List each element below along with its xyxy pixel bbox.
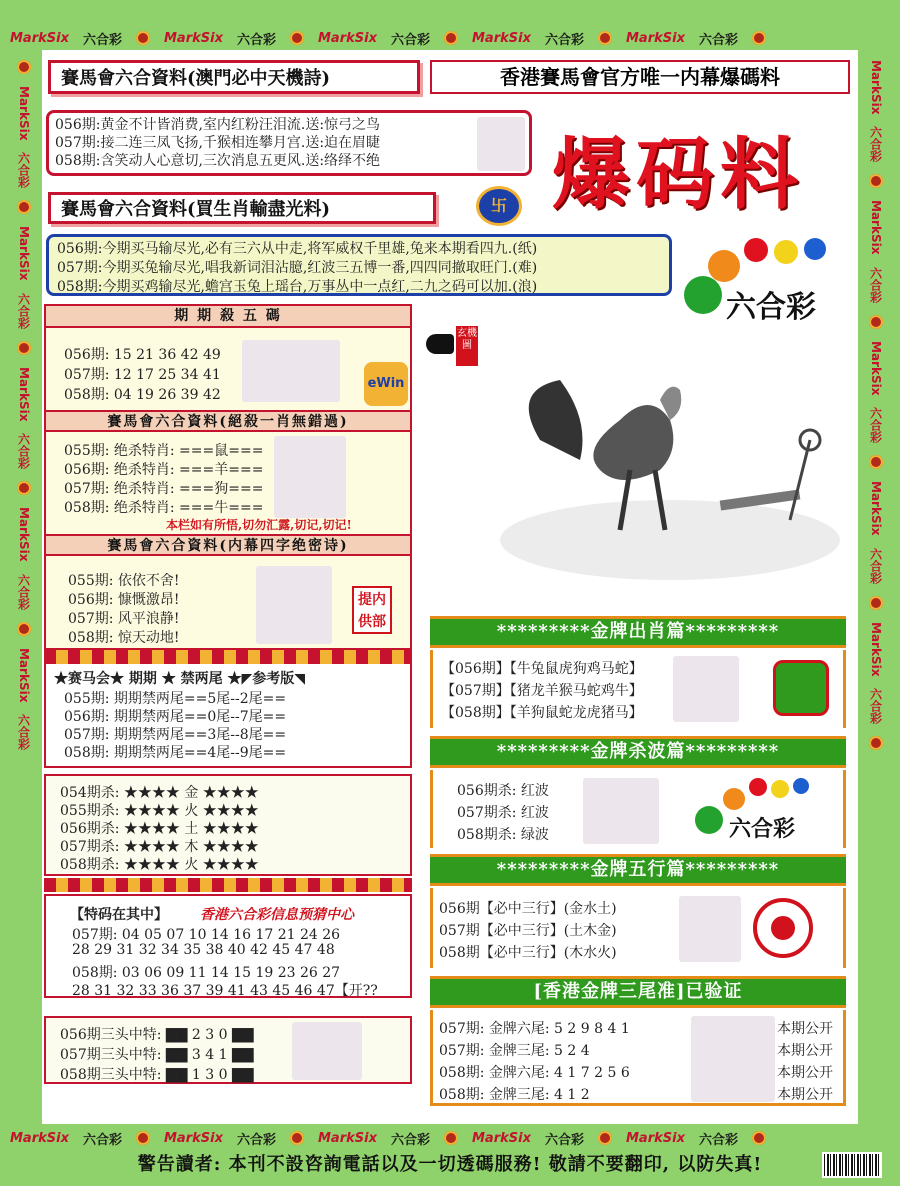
left-panel [44,304,412,650]
header-right-text: 香港賽馬會官方唯一内幕爆碼料 [430,60,850,94]
public-label: 本期公开 [777,1043,833,1059]
ball-icon [708,250,740,282]
brand-cn: 六合彩 [16,152,31,189]
flower-icon [17,341,31,355]
ban-tail-panel [44,664,412,768]
poem-box-1 [46,110,532,176]
special-code-row: 28 31 32 33 36 37 39 41 43 45 46 47【开?? [72,983,378,999]
brand-cn: 六合彩 [868,407,883,444]
blurred-area [292,1022,362,1080]
brand-text: MarkSix [318,30,377,46]
poem-line: 057期:接二连三凤飞扬,千猴相连攀月宫.送:迫在眉睫 [55,135,381,151]
three-head-row: 057期三头中特: ▇▇ 3 4 1 ▇▇ [60,1047,254,1063]
brand-text: MarkSix [10,1130,69,1146]
gold-wave-row: 057期杀: 红波 [457,805,549,821]
special-code-row: 057期: 04 05 07 10 14 16 17 21 24 26 [72,927,341,943]
ban-tail-row: 058期: 期期禁两尾==4尾--9尾== [64,745,287,761]
gold-tail-row: 057期: 金牌三尾: 5 2 4 [439,1043,590,1059]
brand-cn: 六合彩 [868,688,883,725]
rooster-illustration [480,360,860,590]
flower-icon [869,736,883,750]
poem-line: 058期:含笑动人心意切,三次消息五更风.送:络绎不绝 [55,153,381,169]
flower-icon [17,481,31,495]
secret-poem-row: 055期: 依依不舍! [68,573,180,589]
flower-icon [869,315,883,329]
header-title-box-2 [48,192,436,224]
special-code-center: 香港六合彩信息预猜中心 [200,907,354,923]
brand-cn: 六合彩 [16,573,31,610]
special-code-row: 28 29 31 32 34 35 38 40 42 45 47 48 [72,942,335,958]
ban-tail-row: 055期: 期期禁两尾==5尾--2尾== [64,691,287,707]
flower-icon [444,31,458,45]
gold-tail-row: 058期: 金牌三尾: 4 1 2 [439,1087,590,1103]
ball-icon [723,788,745,810]
gold-tail-panel [430,1010,846,1106]
blurred-area [679,896,741,962]
brand-text: MarkSix [17,86,31,141]
flower-icon [444,1131,458,1145]
brand-text: MarkSix [626,1130,685,1146]
brand-cn: 六合彩 [698,1132,738,1148]
section-title: 賽馬會六合資料(絕殺一肖無錯過) [46,410,410,432]
right-border [864,60,888,1120]
side-label: 玄機圖 [456,326,478,366]
flower-icon [869,596,883,610]
ball-icon [771,780,789,798]
public-label: 本期公开 [777,1087,833,1103]
brand-text: MarkSix [17,647,31,703]
poem-line: 056期:今期买马输尽光,必有三六从中走,将军威权千里雄,兔来本期看四九.(纸) [57,241,538,257]
gold-element-row: 057期【必中三行】(土木金) [439,923,617,939]
flower-icon [869,174,883,188]
flower-icon [290,31,304,45]
ball-icon [774,240,798,264]
top-border [10,28,890,48]
brand-cn: 六合彩 [16,433,31,470]
brand-cn: 六合彩 [236,1132,276,1148]
ball-icon [684,276,722,314]
ball-icon [804,238,826,260]
brand-cn: 六合彩 [16,292,31,329]
kill-element-row: 058期杀: ★★★★ 火 ★★★★ [60,857,259,873]
three-head-row: 058期三头中特: ▇▇ 1 3 0 ▇▇ [60,1067,254,1083]
flower-icon [869,455,883,469]
ball-icon [744,238,768,262]
section-header-gold-4: [香港金牌三尾准]已验证 [430,976,846,1008]
brand-text: MarkSix [17,226,31,281]
special-code-panel [44,894,412,998]
brand-text: MarkSix [869,60,883,115]
ban-tail-title: ★赛马会★ 期期 ★ 禁两尾 ★◤参考版◥ [54,671,306,687]
brand-text: MarkSix [17,507,31,562]
blurred-area [673,656,739,722]
section-title: 期 期 殺 五 碼 [46,306,410,328]
liuhecai-label: 六合彩 [729,816,796,842]
section-header-gold-2: *********金牌杀波篇********* [430,736,846,768]
public-label: 本期公开 [777,1021,833,1037]
flower-icon [17,60,31,74]
brand-cn: 六合彩 [82,1132,122,1148]
bottom-border [10,1128,890,1148]
kill-zodiac-row: 055期: 绝杀特肖: ===鼠=== [64,443,264,459]
gold-tail-row: 057期: 金牌六尾: 5 2 9 8 4 1 [439,1021,630,1037]
brand-text: MarkSix [626,30,685,46]
brand-text: MarkSix [318,1130,377,1146]
header-title: 賽馬會六合資料(澳門必中天機詩) [61,68,331,89]
three-head-row: 056期三头中特: ▇▇ 2 3 0 ▇▇ [60,1027,254,1043]
blurred-area [256,566,332,644]
kill-five-row: 058期: 04 19 26 39 42 [64,387,221,403]
emblem-icon: 卐 [476,186,522,226]
gold-element-row: 058期【必中三行】(木水火) [439,945,617,961]
blurred-area [583,778,659,844]
ban-tail-row: 056期: 期期禁两尾==0尾--7尾== [64,709,287,725]
brand-text: MarkSix [869,340,883,396]
header-title-2: 賽馬會六合資料(買生肖輸盡光料) [61,199,331,220]
liuhecai-label: 六合彩 [726,290,816,325]
hint-badge [426,326,482,360]
ewin-logo: eWin [364,362,408,406]
panel-note: 本栏如有所悟,切勿汇露,切记,切记! [166,518,352,532]
scallop-divider [44,878,412,892]
special-code-label: 【特码在其中】 [70,907,168,923]
brand-text: MarkSix [869,621,883,677]
gold-zodiac-row: 【056期】【牛兔鼠虎狗鸡马蛇】 [441,661,643,677]
poem-line: 058期:今期买鸡输尽光,蟾宫玉兔上瑶台,万事丛中一点红,二九之码可以加.(浪) [57,279,538,295]
brand-cn: 六合彩 [390,32,430,48]
ball-icon [749,778,767,796]
secret-poem-row: 057期: 风平浪静! [68,611,180,627]
brand-cn: 六合彩 [544,1132,584,1148]
flower-icon [752,31,766,45]
poem-line: 056期:黄金不计皆消费,室内红粉汪泪流.送:惊弓之鸟 [55,117,381,133]
brand-cn: 六合彩 [698,32,738,48]
hand-pointer-icon [426,334,454,354]
blurred-area [477,117,525,171]
brand-text: MarkSix [869,200,883,255]
flower-icon [17,622,31,636]
brand-text: MarkSix [472,30,531,46]
brand-cn: 六合彩 [868,126,883,163]
header-title-box [48,60,420,94]
ball-icon [695,806,723,834]
gold-zodiac-row: 【058期】【羊狗鼠蛇龙虎猪马】 [441,705,643,721]
ban-tail-row: 057期: 期期禁两尾==3尾--8尾== [64,727,287,743]
blurred-area [274,436,346,518]
brand-cn: 六合彩 [868,266,883,303]
brand-cn: 六合彩 [236,32,276,48]
brand-text: MarkSix [10,30,69,46]
kill-element-row: 056期杀: ★★★★ 土 ★★★★ [60,821,259,837]
section-header-gold-3: *********金牌五行篇********* [430,854,846,886]
flower-icon [598,31,612,45]
poem-box-2 [46,234,672,296]
gold-element-panel [430,888,846,968]
gold-tail-row: 058期: 金牌六尾: 4 1 7 2 5 6 [439,1065,630,1081]
three-head-panel [44,1016,412,1084]
flower-icon [136,1131,150,1145]
kill-five-row: 057期: 12 17 25 34 41 [64,367,221,383]
internal-stamp: 提内供部 [352,586,392,634]
kill-zodiac-row: 057期: 绝杀特肖: ===狗=== [64,481,264,497]
warning-footer: 警告讀者: 本刊不設咨詢電話以及一切透碼服務! 敬請不要翻印, 以防失真! [0,1150,900,1186]
flower-icon [598,1131,612,1145]
flower-icon [136,31,150,45]
kill-zodiac-row: 058期: 绝杀特肖: ===牛=== [64,500,264,516]
brand-text: MarkSix [17,366,31,422]
bauhinia-icon [771,916,795,940]
brand-text: MarkSix [472,1130,531,1146]
brand-text: MarkSix [164,30,223,46]
brand-cn: 六合彩 [82,32,122,48]
flower-icon [17,200,31,214]
special-code-row: 058期: 03 06 09 11 14 15 19 23 26 27 [72,965,341,981]
brand-cn: 六合彩 [390,1132,430,1148]
blurred-area [691,1016,775,1102]
public-label: 本期公开 [777,1065,833,1081]
section-title: 賽馬會六合資料(内幕四字绝密诗) [46,534,410,556]
kill-five-row: 056期: 15 21 36 42 49 [64,347,221,363]
brand-cn: 六合彩 [868,547,883,584]
barcode [822,1152,882,1178]
brand-text: MarkSix [164,1130,223,1146]
gold-zodiac-row: 【057期】【猪龙羊猴马蛇鸡牛】 [441,683,643,699]
blurred-area [242,340,340,402]
left-border [12,60,36,1120]
gold-zodiac-panel [430,650,846,728]
gold-element-row: 056期【必中三行】(金水土) [439,901,617,917]
kill-element-panel [44,774,412,876]
poem-line: 057期:今期买兔输尽光,唱我新词泪沾臆,红波三五博一番,四四同撤取旺门.(难) [57,260,538,276]
fist-icon [773,660,829,716]
flower-icon [752,1131,766,1145]
kill-element-row: 057期杀: ★★★★ 木 ★★★★ [60,839,259,855]
gold-wave-panel [430,770,846,848]
brand-cn: 六合彩 [16,714,31,751]
secret-poem-row: 058期: 惊天动地! [68,630,180,646]
secret-poem-row: 056期: 慷慨激昂! [68,592,180,608]
section-header-gold-1: *********金牌出肖篇********* [430,616,846,648]
ball-icon [793,778,809,794]
brand-cn: 六合彩 [544,32,584,48]
brand-text: MarkSix [869,481,883,536]
gold-wave-row: 056期杀: 红波 [457,783,549,799]
big-title: 爆码料 [552,129,805,220]
kill-zodiac-row: 056期: 绝杀特肖: ===羊=== [64,462,264,478]
kill-element-row: 055期杀: ★★★★ 火 ★★★★ [60,803,259,819]
kill-element-row: 054期杀: ★★★★ 金 ★★★★ [60,785,259,801]
gold-wave-row: 058期杀: 绿波 [457,827,549,843]
flower-icon [290,1131,304,1145]
scallop-divider [44,650,412,664]
